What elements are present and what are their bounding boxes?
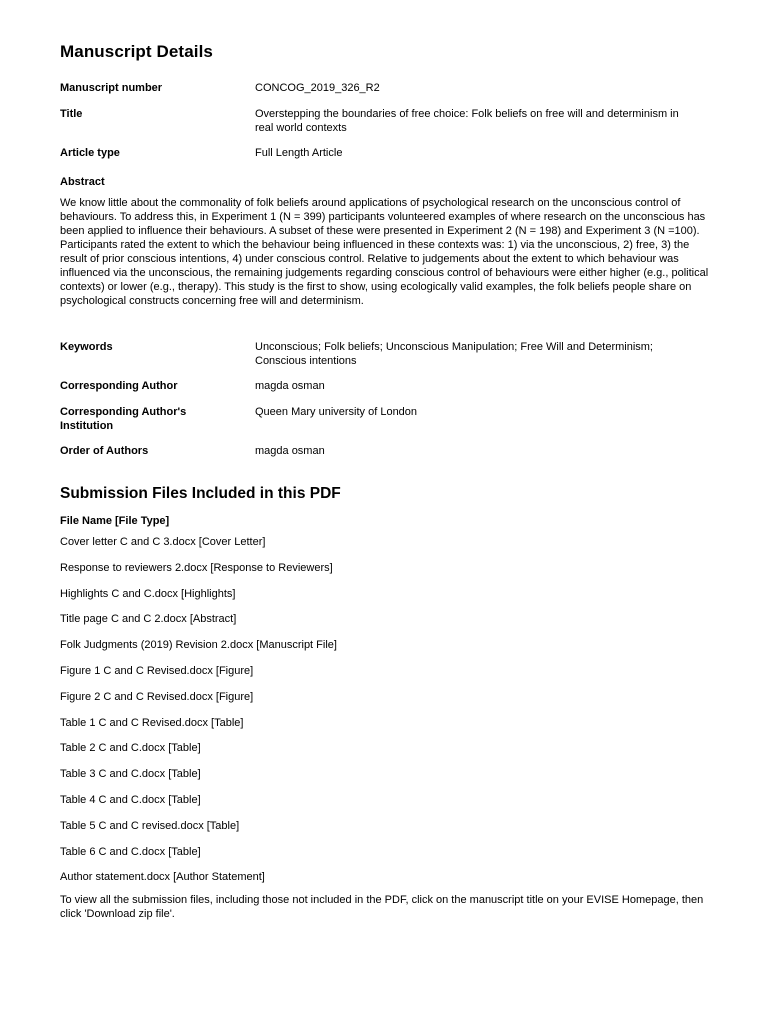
file-list-header: File Name [File Type] — [60, 515, 170, 527]
corresponding-author-label: Corresponding Author — [60, 380, 178, 392]
file-item: Table 5 C and C revised.docx [Table] — [60, 819, 240, 832]
file-item: Table 4 C and C.docx [Table] — [60, 793, 201, 806]
file-item: Table 3 C and C.docx [Table] — [60, 768, 201, 781]
institution-label: Corresponding Author's Institution — [60, 406, 187, 432]
institution-value: Queen Mary university of London — [255, 406, 418, 418]
order-of-authors-value: magda osman — [255, 445, 325, 457]
manuscript-number-label: Manuscript number — [60, 82, 163, 94]
submission-files-heading: Submission Files Included in this PDF — [60, 485, 341, 502]
article-type-label: Article type — [60, 147, 120, 159]
file-item: Figure 2 C and C Revised.docx [Figure] — [60, 690, 254, 703]
manuscript-number-value: CONCOG_2019_326_R2 — [255, 82, 380, 94]
file-item: Title page C and C 2.docx [Abstract] — [60, 613, 237, 626]
file-item: Figure 1 C and C Revised.docx [Figure] — [60, 664, 254, 677]
file-item: Author statement.docx [Author Statement] — [60, 871, 265, 884]
file-item: Cover letter C and C 3.docx [Cover Letter] — [60, 536, 266, 548]
download-instructions: To view all the submission files, including those not included in the PDF, click on the manuscript title on your EVISE Homepage, then click 'Download zip file'. — [60, 894, 704, 920]
title-value: Overstepping the boundaries of free choice: Folk beliefs on free will and determinism in real world contexts — [255, 108, 679, 134]
file-item: Response to reviewers 2.docx [Response to Reviewers] — [60, 561, 333, 574]
abstract-text: We know little about the commonality of folk beliefs around applications of psychological research on the unconscious control of behaviours. To address this, in Experiment 1 (N = 399) participants volunteered examples of where research on the unconscious has been applied to influence their behaviours. A subset of these were presented in Experiment 2 (N = 198) and Experiment 3 (N =100). Participants rated the extent to which the behaviour being influenced in these contexts was: 1) via the unconscious, 2) free, 3) the result of prior conscious intentions, 4) under conscious control. Relative to judgements about the extent to which behaviour was influenced via the unconscious, the remaining judgements regarding conscious control of behaviours were either higher (e.g., political contexts) or lower (e.g., therapy). This study is the first to show, using ecologically valid examples, the folk beliefs people share on psychological constructs concerning free will and determinism. — [60, 197, 709, 307]
page-title: Manuscript Details — [60, 42, 213, 61]
file-item: Folk Judgments (2019) Revision 2.docx [Manuscript File] — [60, 639, 337, 652]
keywords-value: Unconscious; Folk beliefs; Unconscious Manipulation; Free Will and Determinism; Conscious intentions — [255, 341, 653, 367]
article-type-value: Full Length Article — [255, 147, 343, 159]
file-item: Table 2 C and C.docx [Table] — [60, 742, 201, 755]
corresponding-author-value: magda osman — [255, 380, 325, 392]
file-list — [60, 535, 337, 896]
order-of-authors-label: Order of Authors — [60, 445, 149, 457]
title-label: Title — [60, 108, 83, 120]
abstract-label: Abstract — [60, 176, 105, 188]
file-item: Table 6 C and C.docx [Table] — [60, 845, 201, 858]
file-item: Highlights C and C.docx [Highlights] — [60, 587, 236, 600]
keywords-label: Keywords — [60, 341, 113, 353]
file-item: Table 1 C and C Revised.docx [Table] — [60, 716, 244, 729]
